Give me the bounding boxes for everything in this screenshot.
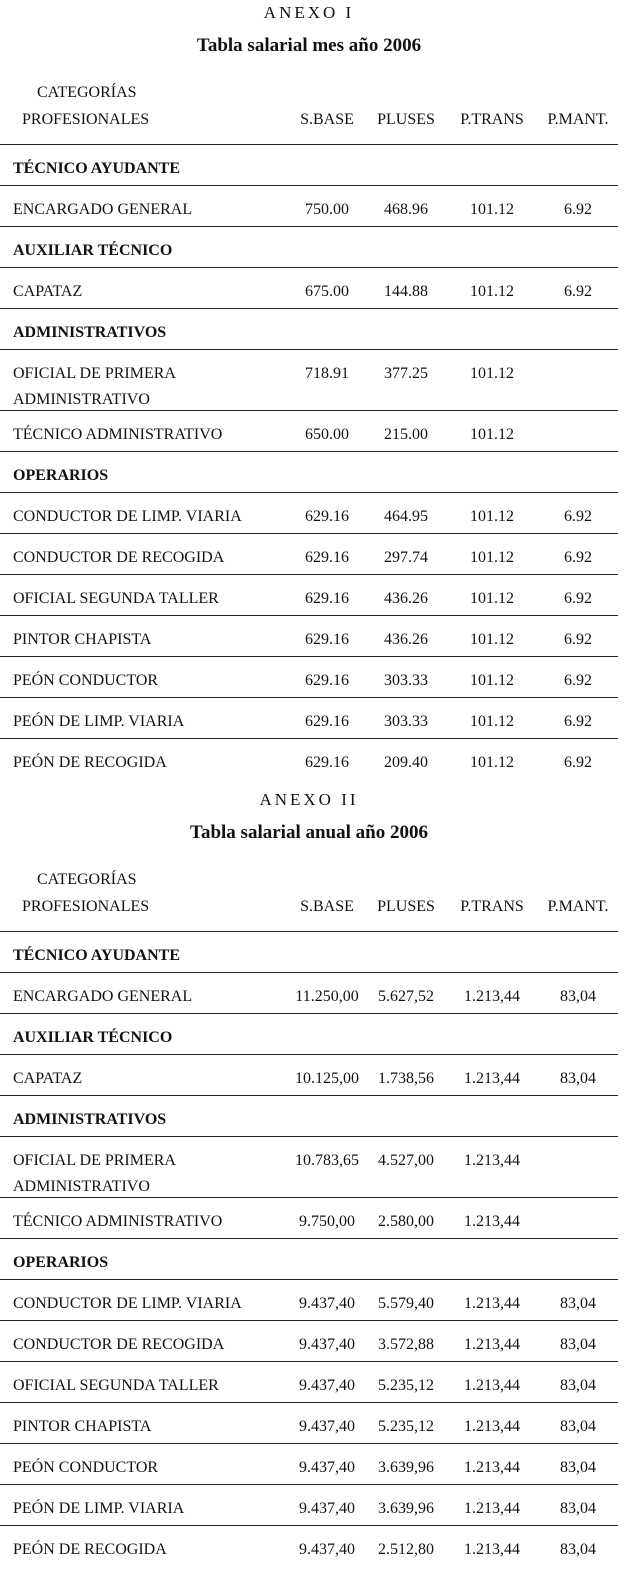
- pmant-cell: 83,04: [560, 1070, 596, 1087]
- pluses-cell: 3.639,96: [378, 1459, 434, 1476]
- header-categories: CATEGORÍAS: [37, 871, 137, 888]
- pluses-cell: 377.25: [384, 365, 428, 382]
- pluses-cell: 3.639,96: [378, 1500, 434, 1517]
- pluses-cell: 209.40: [384, 754, 428, 771]
- category-name: TÉCNICO ADMINISTRATIVO: [13, 1213, 223, 1230]
- category-name: ENCARGADO GENERAL: [13, 988, 193, 1005]
- category-name: CAPATAZ: [13, 1070, 83, 1087]
- ptrans-cell: 1.213,44: [464, 988, 520, 1005]
- sbase-cell: 10.783,65: [295, 1152, 359, 1169]
- sbase-cell: 9.437,40: [299, 1418, 355, 1435]
- pluses-cell: 436.26: [384, 590, 428, 607]
- pluses-cell: 436.26: [384, 631, 428, 648]
- ptrans-cell: 1.213,44: [464, 1336, 520, 1353]
- table-row: [0, 1280, 618, 1321]
- pluses-cell: 297.74: [384, 549, 428, 566]
- section-name: OPERARIOS: [13, 1254, 109, 1271]
- header-pmant: P.MANT.: [547, 111, 609, 128]
- table-row: [0, 1362, 618, 1403]
- table-row: [0, 186, 618, 227]
- ptrans-cell: 101.12: [470, 549, 514, 566]
- ptrans-cell: 101.12: [470, 201, 514, 218]
- pluses-cell: 2.512,80: [378, 1541, 434, 1558]
- pmant-cell: 6.92: [564, 713, 592, 730]
- sbase-cell: 10.125,00: [295, 1070, 359, 1087]
- sbase-cell: 629.16: [305, 672, 349, 689]
- category-name: CAPATAZ: [13, 283, 83, 300]
- sbase-cell: 9.437,40: [299, 1377, 355, 1394]
- annex-2-section: [0, 787, 618, 1566]
- table-header: [0, 865, 618, 932]
- annex-1-section: [0, 0, 618, 779]
- pluses-cell: 5.235,12: [378, 1418, 434, 1435]
- section-row: [0, 227, 618, 268]
- sbase-cell: 650.00: [305, 426, 349, 443]
- pmant-cell: 83,04: [560, 1500, 596, 1517]
- ptrans-cell: 1.213,44: [464, 1418, 520, 1435]
- pmant-cell: 6.92: [564, 631, 592, 648]
- category-name: TÉCNICO ADMINISTRATIVO: [13, 426, 223, 443]
- table-header: [0, 78, 618, 145]
- category-name: PINTOR CHAPISTA: [13, 1418, 152, 1435]
- section-row: [0, 1239, 618, 1280]
- pmant-cell: 83,04: [560, 1541, 596, 1558]
- pluses-cell: 215.00: [384, 426, 428, 443]
- category-name: ENCARGADO GENERAL: [13, 201, 193, 218]
- table-row: [0, 493, 618, 534]
- sbase-cell: 9.750,00: [299, 1213, 355, 1230]
- ptrans-cell: 1.213,44: [464, 1070, 520, 1087]
- header-pluses: PLUSES: [377, 111, 435, 128]
- sbase-cell: 718.91: [305, 365, 349, 382]
- pmant-cell: 6.92: [564, 754, 592, 771]
- category-name: PINTOR CHAPISTA: [13, 631, 152, 648]
- pmant-cell: 83,04: [560, 988, 596, 1005]
- ptrans-cell: 101.12: [470, 365, 514, 382]
- header-categories: CATEGORÍAS: [37, 84, 137, 101]
- category-name: PEÓN CONDUCTOR: [13, 672, 159, 689]
- header-sbase: S.BASE: [300, 111, 354, 128]
- ptrans-cell: 1.213,44: [464, 1541, 520, 1558]
- pluses-cell: 303.33: [384, 672, 428, 689]
- pmant-cell: 6.92: [564, 672, 592, 689]
- pmant-cell: 6.92: [564, 201, 592, 218]
- sbase-cell: 9.437,40: [299, 1295, 355, 1312]
- sbase-cell: 750.00: [305, 201, 349, 218]
- header-ptrans: P.TRANS: [460, 898, 524, 915]
- pluses-cell: 3.572,88: [378, 1336, 434, 1353]
- category-name: CONDUCTOR DE RECOGIDA: [13, 1336, 225, 1353]
- ptrans-cell: 101.12: [470, 672, 514, 689]
- sbase-cell: 11.250,00: [295, 988, 359, 1005]
- section-name: OPERARIOS: [13, 467, 109, 484]
- section-name: ADMINISTRATIVOS: [13, 324, 167, 341]
- pluses-cell: 5.627,52: [378, 988, 434, 1005]
- table-row: [0, 739, 618, 779]
- table-row: [0, 575, 618, 616]
- header-ptrans: P.TRANS: [460, 111, 524, 128]
- ptrans-cell: 1.213,44: [464, 1459, 520, 1476]
- category-name: CONDUCTOR DE LIMP. VIARIA: [13, 508, 242, 525]
- table-row: [0, 616, 618, 657]
- ptrans-cell: 101.12: [470, 508, 514, 525]
- sbase-cell: 9.437,40: [299, 1541, 355, 1558]
- sbase-cell: 629.16: [305, 754, 349, 771]
- pluses-cell: 144.88: [384, 283, 428, 300]
- section-row: [0, 1096, 618, 1137]
- table-row: [0, 268, 618, 309]
- sbase-cell: 629.16: [305, 631, 349, 648]
- sbase-cell: 629.16: [305, 549, 349, 566]
- ptrans-cell: 1.213,44: [464, 1377, 520, 1394]
- category-name: PEÓN DE RECOGIDA: [13, 754, 167, 771]
- section-name: AUXILIAR TÉCNICO: [13, 1029, 173, 1046]
- section-name: TÉCNICO AYUDANTE: [13, 947, 180, 964]
- pmant-cell: 83,04: [560, 1336, 596, 1353]
- pmant-cell: 6.92: [564, 590, 592, 607]
- section-name: ADMINISTRATIVOS: [13, 1111, 167, 1128]
- section-name: AUXILIAR TÉCNICO: [13, 242, 173, 259]
- sbase-cell: 629.16: [305, 713, 349, 730]
- table-row: [0, 1137, 618, 1198]
- pmant-cell: 6.92: [564, 549, 592, 566]
- section-name: TÉCNICO AYUDANTE: [13, 160, 180, 177]
- category-name: OFICIAL DE PRIMERA ADMINISTRATIVO: [13, 1152, 176, 1195]
- table-row: [0, 534, 618, 575]
- pluses-cell: 4.527,00: [378, 1152, 434, 1169]
- section-row: [0, 145, 618, 186]
- header-professionals: PROFESIONALES: [22, 898, 150, 915]
- table-row: [0, 411, 618, 452]
- ptrans-cell: 101.12: [470, 426, 514, 443]
- pmant-cell: 6.92: [564, 283, 592, 300]
- pluses-cell: 2.580,00: [378, 1213, 434, 1230]
- ptrans-cell: 101.12: [470, 713, 514, 730]
- sbase-cell: 9.437,40: [299, 1336, 355, 1353]
- section-row: [0, 452, 618, 493]
- header-sbase: S.BASE: [300, 898, 354, 915]
- sbase-cell: 9.437,40: [299, 1459, 355, 1476]
- table-row: [0, 698, 618, 739]
- category-name: CONDUCTOR DE RECOGIDA: [13, 549, 225, 566]
- table-row: [0, 973, 618, 1014]
- category-name: PEÓN CONDUCTOR: [13, 1459, 159, 1476]
- category-name: PEÓN DE LIMP. VIARIA: [13, 713, 185, 730]
- ptrans-cell: 101.12: [470, 631, 514, 648]
- pluses-cell: 1.738,56: [378, 1070, 434, 1087]
- section-row: [0, 309, 618, 350]
- pluses-cell: 468.96: [384, 201, 428, 218]
- ptrans-cell: 1.213,44: [464, 1295, 520, 1312]
- sbase-cell: 9.437,40: [299, 1500, 355, 1517]
- annex-title: Tabla salarial anual año 2006: [190, 822, 428, 843]
- sbase-cell: 675.00: [305, 283, 349, 300]
- table-body: [0, 932, 618, 1566]
- table-row: [0, 1321, 618, 1362]
- pmant-cell: 6.92: [564, 508, 592, 525]
- pmant-cell: 83,04: [560, 1418, 596, 1435]
- table-row: [0, 1526, 618, 1566]
- ptrans-cell: 101.12: [470, 590, 514, 607]
- header-professionals: PROFESIONALES: [22, 111, 150, 128]
- category-name: OFICIAL DE PRIMERA ADMINISTRATIVO: [13, 365, 176, 408]
- pmant-cell: 83,04: [560, 1459, 596, 1476]
- table-row: [0, 657, 618, 698]
- section-row: [0, 932, 618, 973]
- ptrans-cell: 101.12: [470, 754, 514, 771]
- ptrans-cell: 1.213,44: [464, 1152, 520, 1169]
- table-row: [0, 1198, 618, 1239]
- ptrans-cell: 1.213,44: [464, 1500, 520, 1517]
- pluses-cell: 5.579,40: [378, 1295, 434, 1312]
- category-name: OFICIAL SEGUNDA TALLER: [13, 590, 219, 607]
- section-row: [0, 1014, 618, 1055]
- table-row: [0, 1055, 618, 1096]
- table-row: [0, 350, 618, 411]
- table-row: [0, 1444, 618, 1485]
- header-pluses: PLUSES: [377, 898, 435, 915]
- sbase-cell: 629.16: [305, 508, 349, 525]
- pmant-cell: 83,04: [560, 1295, 596, 1312]
- category-name: PEÓN DE RECOGIDA: [13, 1541, 167, 1558]
- table-row: [0, 1485, 618, 1526]
- pluses-cell: 303.33: [384, 713, 428, 730]
- table-body: [0, 145, 618, 779]
- ptrans-cell: 1.213,44: [464, 1213, 520, 1230]
- pluses-cell: 464.95: [384, 508, 428, 525]
- annex-title: Tabla salarial mes año 2006: [196, 35, 422, 56]
- category-name: OFICIAL SEGUNDA TALLER: [13, 1377, 219, 1394]
- table-row: [0, 1403, 618, 1444]
- sbase-cell: 629.16: [305, 590, 349, 607]
- pluses-cell: 5.235,12: [378, 1377, 434, 1394]
- annex-label: ANEXO II: [259, 790, 359, 809]
- category-name: CONDUCTOR DE LIMP. VIARIA: [13, 1295, 242, 1312]
- annex-label: ANEXO I: [263, 3, 355, 22]
- ptrans-cell: 101.12: [470, 283, 514, 300]
- header-pmant: P.MANT.: [547, 898, 609, 915]
- category-name: PEÓN DE LIMP. VIARIA: [13, 1500, 185, 1517]
- pmant-cell: 83,04: [560, 1377, 596, 1394]
